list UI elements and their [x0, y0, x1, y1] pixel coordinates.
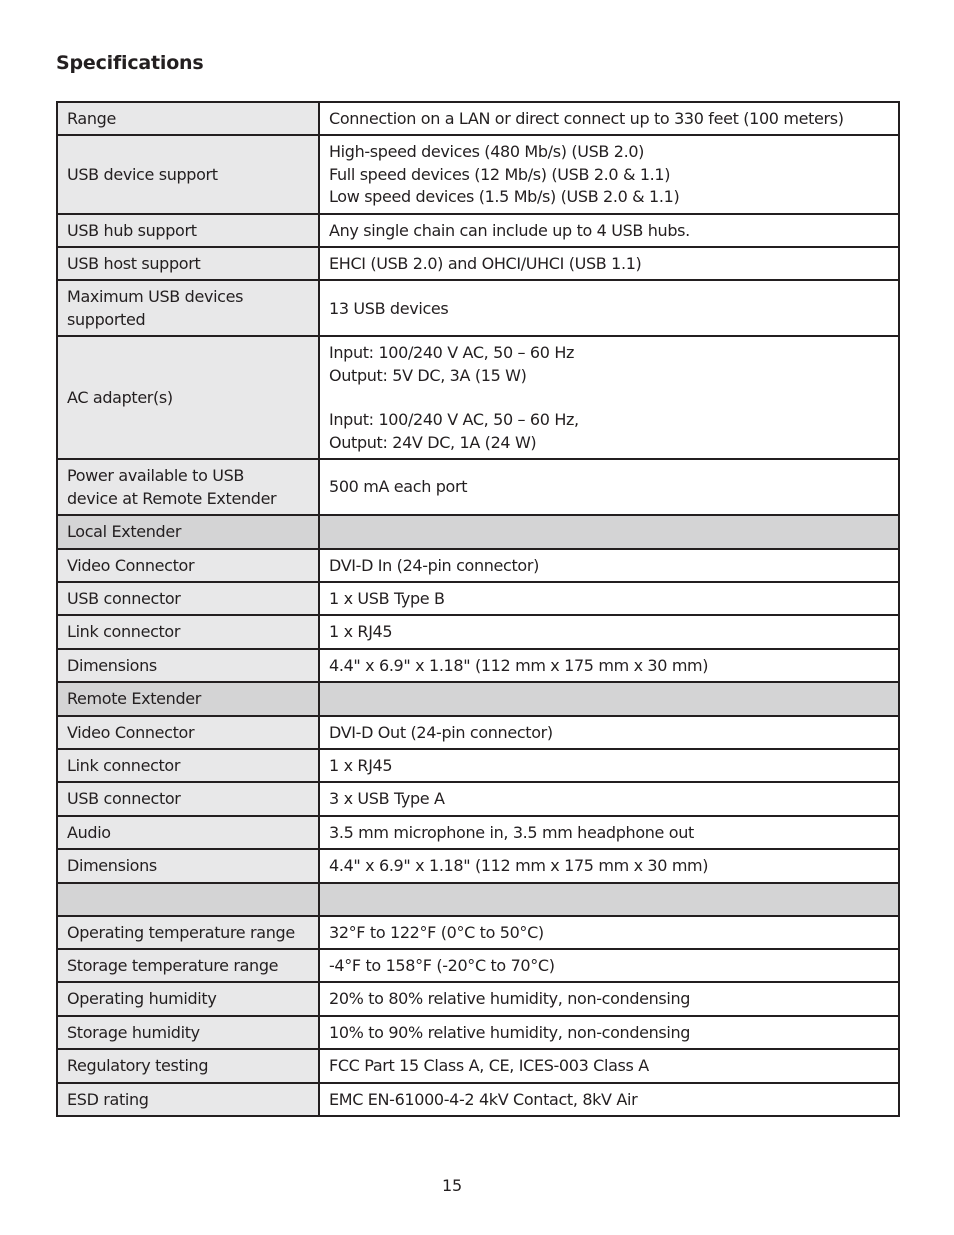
spec-label: Range — [57, 102, 319, 135]
spec-value: Input: 100/240 V AC, 50 – 60 Hz Output: 5V DC, 3A (15 W) Input: 100/240 V AC, 50 – 60 Hz, Output: 24V DC, 1A (24 W) — [319, 336, 899, 459]
spec-value: High-speed devices (480 Mb/s) (USB 2.0) Full speed devices (12 Mb/s) (USB 2.0 & 1.1) Low speed devices (1.5 Mb/s) (USB 2.0 & 1.1) — [319, 135, 899, 213]
table-row — [57, 336, 899, 459]
page-title: Specifications — [56, 52, 204, 74]
table-row — [57, 615, 899, 648]
spec-value: FCC Part 15 Class A, CE, ICES-003 Class A — [319, 1049, 899, 1082]
table-row — [57, 749, 899, 782]
section-title: Remote Extender — [57, 682, 319, 715]
spec-value: Connection on a LAN or direct connect up to 330 feet (100 meters) — [319, 102, 899, 135]
section-value — [319, 682, 899, 715]
spec-value: 500 mA each port — [319, 459, 899, 515]
spec-value: 3.5 mm microphone in, 3.5 mm headphone out — [319, 816, 899, 849]
table-row — [57, 1049, 899, 1082]
spec-label: USB host support — [57, 247, 319, 280]
table-row — [57, 214, 899, 247]
spec-label: Link connector — [57, 749, 319, 782]
spec-value: 1 x RJ45 — [319, 615, 899, 648]
table-row — [57, 280, 899, 336]
section-value — [319, 515, 899, 548]
spec-value: 4.4" x 6.9" x 1.18" (112 mm x 175 mm x 30 mm) — [319, 649, 899, 682]
spec-value: 1 x USB Type B — [319, 582, 899, 615]
spec-value: Any single chain can include up to 4 USB hubs. — [319, 214, 899, 247]
spec-label: USB hub support — [57, 214, 319, 247]
table-row — [57, 982, 899, 1015]
section-title — [57, 883, 319, 916]
table-row — [57, 102, 899, 135]
table-row — [57, 247, 899, 280]
spec-label: USB device support — [57, 135, 319, 213]
spec-value: 10% to 90% relative humidity, non-condensing — [319, 1016, 899, 1049]
section-header-row — [57, 682, 899, 715]
spec-label: Video Connector — [57, 549, 319, 582]
table-row — [57, 582, 899, 615]
spec-label: Storage humidity — [57, 1016, 319, 1049]
spec-label: Storage temperature range — [57, 949, 319, 982]
spec-value: -4°F to 158°F (-20°C to 70°C) — [319, 949, 899, 982]
section-value — [319, 883, 899, 916]
page-number: 15 — [442, 1176, 462, 1195]
spec-label: Dimensions — [57, 649, 319, 682]
spec-label: Video Connector — [57, 716, 319, 749]
spec-value: 1 x RJ45 — [319, 749, 899, 782]
table-row — [57, 1083, 899, 1116]
section-title: Local Extender — [57, 515, 319, 548]
table-row — [57, 459, 899, 515]
spec-value: 13 USB devices — [319, 280, 899, 336]
spec-label: Operating humidity — [57, 982, 319, 1015]
table-row — [57, 849, 899, 882]
table-row — [57, 649, 899, 682]
table-row — [57, 716, 899, 749]
spec-value: 32°F to 122°F (0°C to 50°C) — [319, 916, 899, 949]
spec-label: Maximum USB devices supported — [57, 280, 319, 336]
specifications-table — [56, 101, 900, 1117]
spec-label: AC adapter(s) — [57, 336, 319, 459]
spec-value: EMC EN-61000-4-2 4kV Contact, 8kV Air — [319, 1083, 899, 1116]
spec-label: USB connector — [57, 582, 319, 615]
table-row — [57, 949, 899, 982]
spec-label: Dimensions — [57, 849, 319, 882]
spec-label: USB connector — [57, 782, 319, 815]
table-row — [57, 782, 899, 815]
spec-label: Power available to USB device at Remote Extender — [57, 459, 319, 515]
spec-value: DVI-D In (24-pin connector) — [319, 549, 899, 582]
spec-label: Operating temperature range — [57, 916, 319, 949]
spec-label: Link connector — [57, 615, 319, 648]
spec-label: Regulatory testing — [57, 1049, 319, 1082]
table-row — [57, 135, 899, 213]
spec-value: 20% to 80% relative humidity, non-condensing — [319, 982, 899, 1015]
table-row — [57, 549, 899, 582]
spec-label: Audio — [57, 816, 319, 849]
table-row — [57, 916, 899, 949]
table-row — [57, 816, 899, 849]
spec-value: EHCI (USB 2.0) and OHCI/UHCI (USB 1.1) — [319, 247, 899, 280]
section-header-row — [57, 883, 899, 916]
spec-value: DVI-D Out (24-pin connector) — [319, 716, 899, 749]
section-header-row — [57, 515, 899, 548]
spec-value: 3 x USB Type A — [319, 782, 899, 815]
table-row — [57, 1016, 899, 1049]
spec-label: ESD rating — [57, 1083, 319, 1116]
spec-value: 4.4" x 6.9" x 1.18" (112 mm x 175 mm x 30 mm) — [319, 849, 899, 882]
